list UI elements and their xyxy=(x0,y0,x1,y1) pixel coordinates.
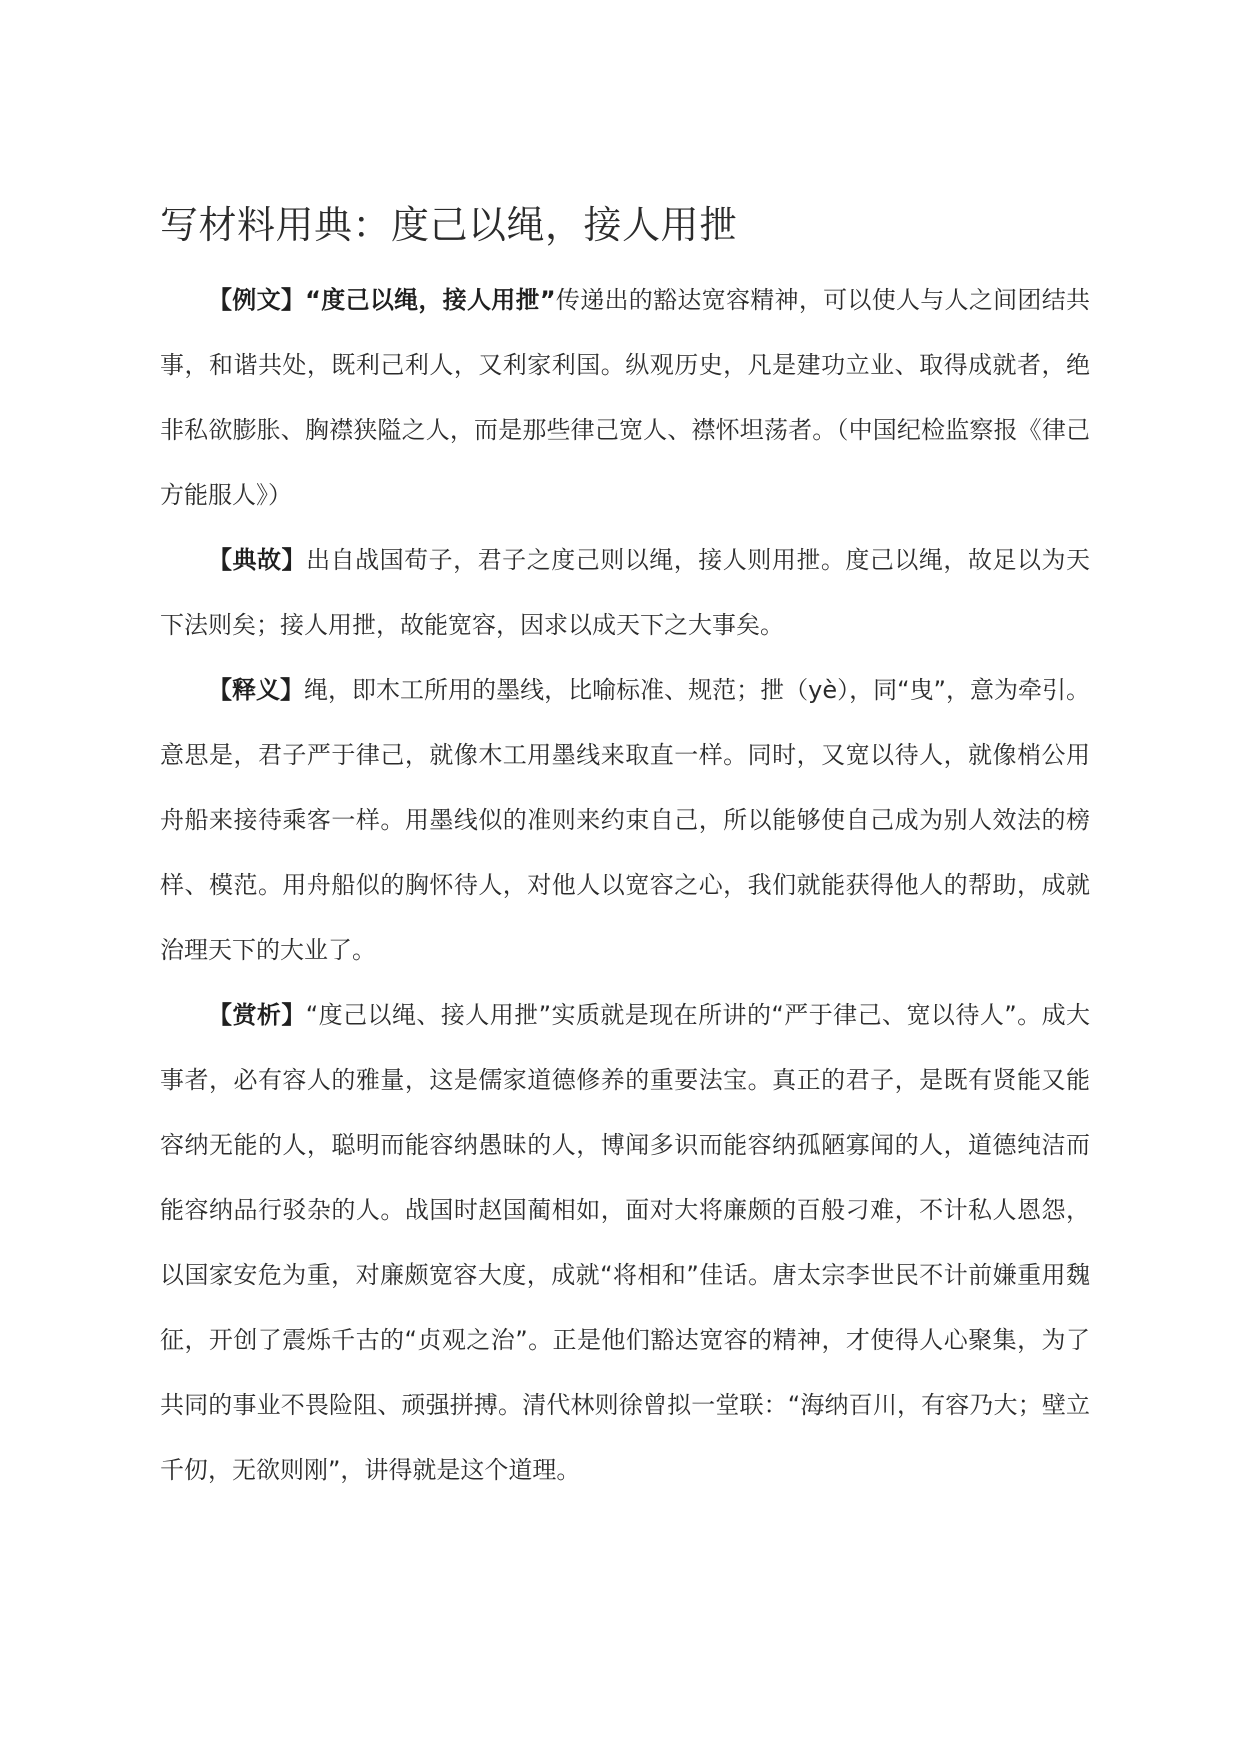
section-tag: 【例文】 xyxy=(208,286,306,314)
section-appreciation xyxy=(160,983,1090,1503)
section-example xyxy=(160,268,1090,528)
section-text: 出自战国荀子，君子之度己则以绳，接人则用抴。度己以绳，故足以为天下法则矣；接人用抴，故能宽容，因求以成天下之大事矣。 xyxy=(160,546,1091,639)
document-title: 写材料用典：度己以绳，接人用抴 xyxy=(160,203,738,247)
section-text: 传递出的豁达宽容精神，可以使人与人之间团结共事，和谐共处，既利己利人，又利家利国。纵观历史，凡是建功立业、取得成就者，绝非私欲膨胀、胸襟狭隘之人，而是那些律己宽人、襟怀坦荡者。（中国纪检监察报《律己方能服人》） xyxy=(160,286,1091,509)
section-tag: 【赏析】 xyxy=(208,1001,306,1029)
section-quote: “度己以绳，接人用抴” xyxy=(305,286,556,314)
section-interpretation xyxy=(160,658,1090,983)
section-allusion xyxy=(160,528,1090,658)
section-text: “度己以绳、接人用抴”实质就是现在所讲的“严于律己、宽以待人”。成大事者，必有容人的雅量，这是儒家道德修养的重要法宝。真正的君子，是既有贤能又能容纳无能的人，聪明而能容纳愚昧的人，博闻多识而能容纳孤陋寡闻的人，道德纯洁而能容纳品行驳杂的人。战国时赵国蔺相如，面对大将廉颇的百般刁难，不计私人恩怨，以国家安危为重，对廉颇宽容大度，成就“将相和”佳话。唐太宗李世民不计前嫌重用魏征，开创了震烁千古的“贞观之治”。正是他们豁达宽容的精神，才使得人心聚集，为了共同的事业不畏险阻、顽强拼搏。清代林则徐曾拟一堂联：“海纳百川，有容乃大；壁立千仞，无欲则刚”，讲得就是这个道理。 xyxy=(160,1001,1091,1484)
section-tag: 【释义】 xyxy=(208,676,305,704)
section-tag: 【典故】 xyxy=(208,546,307,574)
section-text: 绳，即木工所用的墨线，比喻标准、规范；抴（yè），同“曳”，意为牵引。意思是，君子严于律己，就像木工用墨线来取直一样。同时，又宽以待人，就像梢公用舟船来接待乘客一样。用墨线似的准则来约束自己，所以能够使自己成为别人效法的榜样、模范。用舟船似的胸怀待人，对他人以宽容之心，我们就能获得他人的帮助，成就治理天下的大业了。 xyxy=(160,676,1091,964)
